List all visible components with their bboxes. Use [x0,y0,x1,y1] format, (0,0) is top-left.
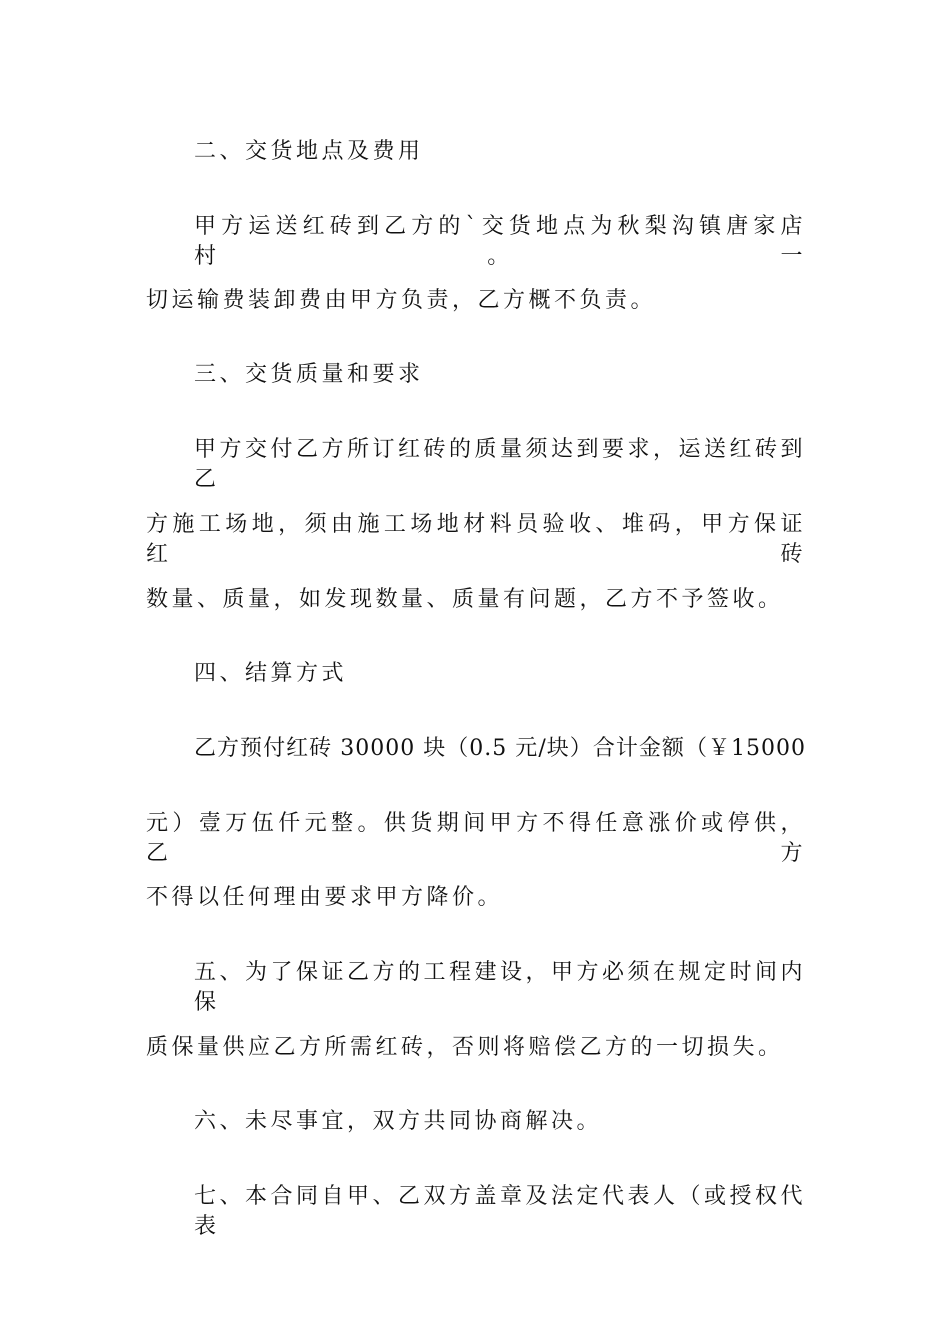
paragraph-line: 切运输费装卸费由甲方负责，乙方概不负责。 [146,288,657,313]
paragraph-line: 元）壹万伍仟元整。供货期间甲方不得任意涨价或停供，乙方 [146,811,806,866]
section-heading-6: 六、未尽事宜，双方共同协商解决。 [194,1109,603,1134]
section-heading-5: 五、为了保证乙方的工程建设，甲方必须在规定时间内保 [194,960,807,1015]
section-heading-4: 四、结算方式 [194,661,348,686]
paragraph-line: 甲方运送红砖到乙方的`交货地点为秋梨沟镇唐家店村。一 [194,214,806,269]
paragraph-line: 数量、质量，如发现数量、质量有问题，乙方不予签收。 [146,587,784,612]
paragraph-line: 方施工场地，须由施工场地材料员验收、堆码，甲方保证红砖 [146,512,806,567]
section-heading-7: 七、本合同自甲、乙双方盖章及法定代表人（或授权代表 [194,1184,807,1239]
paragraph-line: 不得以任何理由要求甲方降价。 [146,885,504,910]
paragraph-line: 甲方交付乙方所订红砖的质量须达到要求，运送红砖到乙 [194,437,807,492]
section-heading-3: 三、交货质量和要求 [194,362,424,387]
paragraph-line: 乙方预付红砖 30000 块（0.5 元/块）合计金额（￥15000 [194,736,806,761]
paragraph-line: 质保量供应乙方所需红砖，否则将赔偿乙方的一切损失。 [146,1035,784,1060]
section-heading-2: 二、交货地点及费用 [194,139,424,164]
